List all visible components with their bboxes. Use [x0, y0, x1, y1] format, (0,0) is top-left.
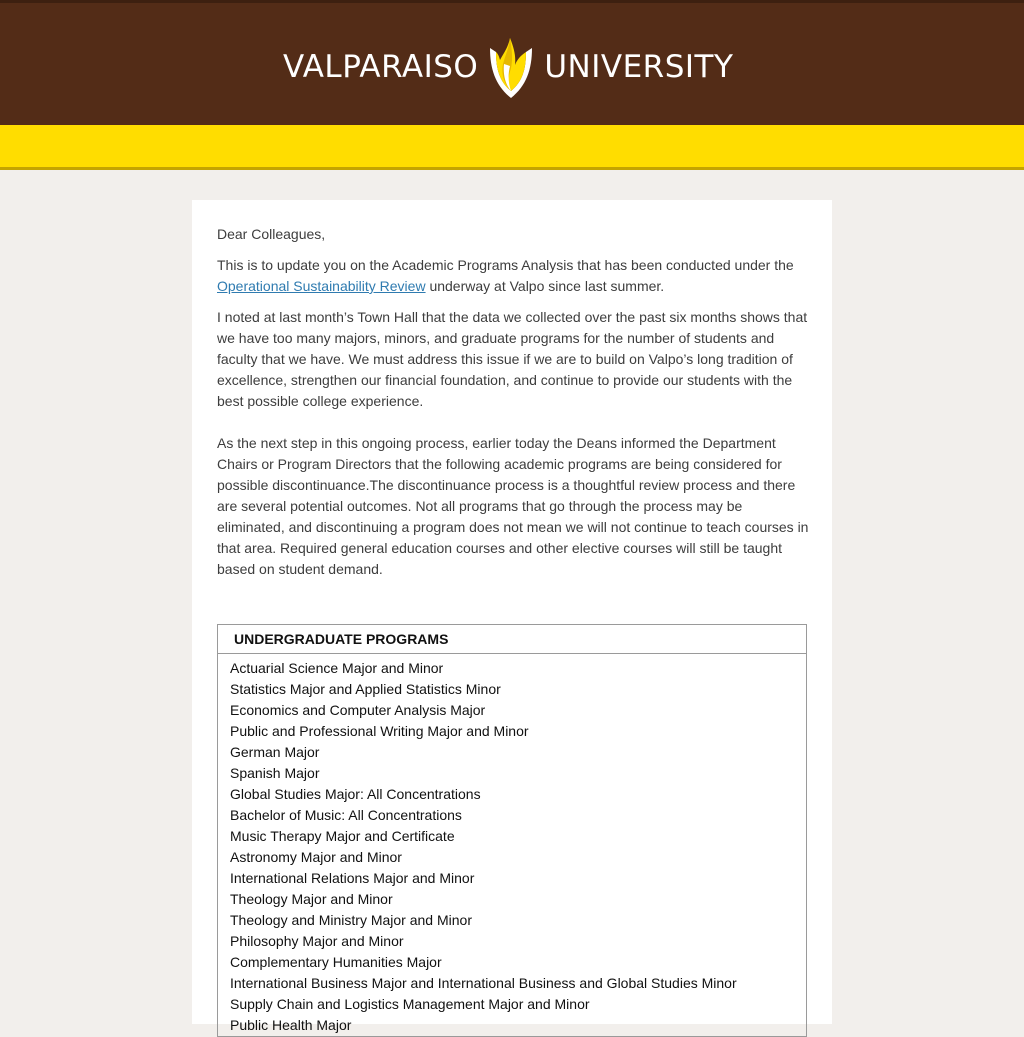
program-item: Complementary Humanities Major: [230, 954, 442, 970]
program-item: International Relations Major and Minor: [230, 870, 475, 886]
program-item: Global Studies Major: All Concentrations: [230, 786, 481, 802]
programs-list: [218, 654, 806, 1036]
paragraph-town-hall: I noted at last month’s Town Hall that the data we collected over the past six months shows that we have too many majors, minors, and graduate programs for the number of students and faculty that we have. We must address this issue if we are to build on Valpo’s long tradition of excellence, strengthen our financial foundation, and continue to provide our students with the best possible college experience.: [217, 309, 808, 409]
intro-text-end: underway at Valpo since last summer.: [425, 278, 665, 294]
program-item: Philosophy Major and Minor: [230, 933, 404, 949]
program-item: International Business Major and International Business and Global Studies Minor: [230, 975, 737, 991]
logo-wordmark-right: UNIVERSITY: [544, 48, 734, 85]
gold-accent-band: [0, 125, 1024, 170]
operational-sustainability-review-link[interactable]: Operational Sustainability Review: [217, 278, 426, 294]
program-item: Public Health Major: [230, 1017, 352, 1033]
torch-flame-icon: [486, 34, 536, 100]
greeting: Dear Colleagues,: [217, 226, 326, 242]
logo-wordmark-left: VALPARAISO: [283, 48, 479, 85]
program-item: Economics and Computer Analysis Major: [230, 702, 486, 718]
program-item: Bachelor of Music: All Concentrations: [230, 807, 462, 823]
program-item: Supply Chain and Logistics Management Major and Minor: [230, 996, 590, 1012]
program-item: Astronomy Major and Minor: [230, 849, 402, 865]
program-item: Theology and Ministry Major and Minor: [230, 912, 472, 928]
undergraduate-programs-table: [217, 624, 807, 1037]
program-item: Theology Major and Minor: [230, 891, 393, 907]
program-item: Statistics Major and Applied Statistics Minor: [230, 681, 501, 697]
program-item: Public and Professional Writing Major and Minor: [230, 723, 529, 739]
paragraph-intro: [217, 255, 809, 297]
paragraph-next-step: As the next step in this ongoing process, earlier today the Deans informed the Department Chairs or Program Directors that the following academic programs are being considered for possible discontinuance.The discontinuance process is a thoughtful review process and there are several potential outcomes. Not all programs that go through the process may be eliminated, and discontinuing a program does not mean we will not continue to teach courses in that area. Required general education courses and other elective courses will still be taught based on student demand.: [217, 435, 809, 577]
letter-body: [217, 224, 809, 1037]
email-header: [0, 0, 1024, 125]
program-item: German Major: [230, 744, 320, 760]
message-card: [192, 200, 832, 1033]
university-logo[interactable]: [283, 33, 733, 101]
program-item: Actuarial Science Major and Minor: [230, 660, 444, 676]
program-item: Spanish Major: [230, 765, 320, 781]
intro-text: This is to update you on the Academic Programs Analysis that has been conducted under the: [217, 257, 794, 273]
program-item: Music Therapy Major and Certificate: [230, 828, 455, 844]
programs-heading: UNDERGRADUATE PROGRAMS: [218, 625, 806, 654]
